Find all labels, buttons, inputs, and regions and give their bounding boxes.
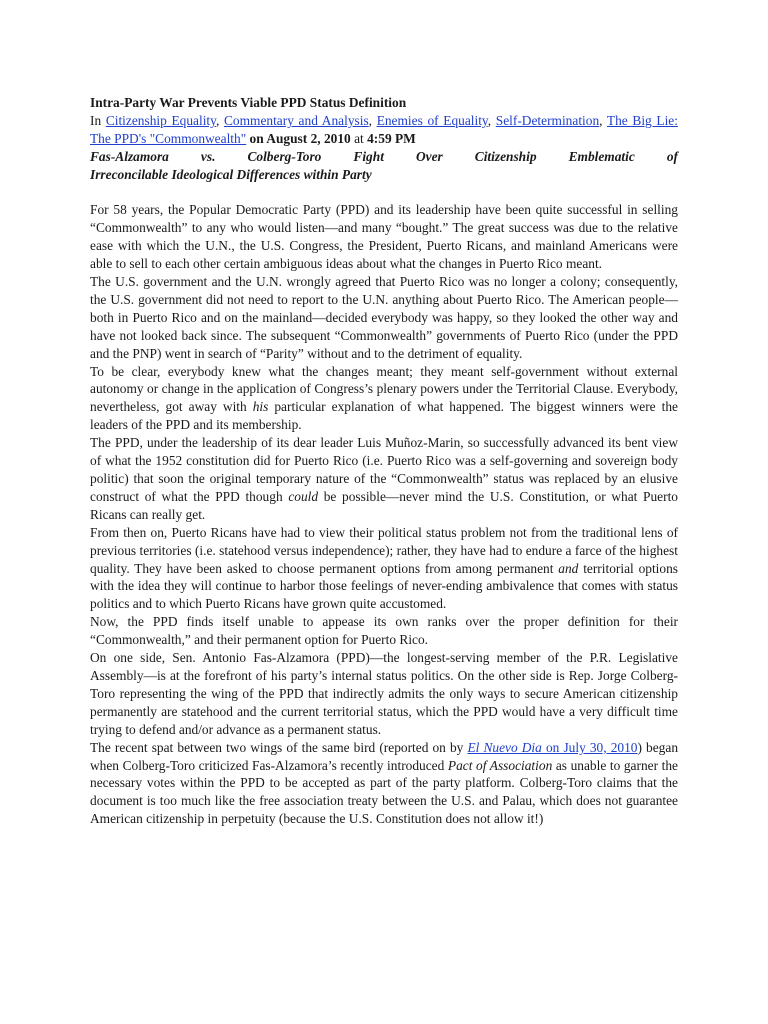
paragraph-4-emphasis: could: [288, 488, 319, 504]
paragraph-4-text-b: be possible—never mind the U.S. Constitution, or what Puerto Ricans can really get.: [90, 488, 678, 522]
paragraph-5-text-b: territorial options with the idea they will continue to harbor those feelings of never-ending ambivalence that comes with status politics and to which Puerto Ricans have grown quite accustomed.: [90, 560, 678, 612]
meta-separator: ,: [215, 112, 224, 128]
paragraph-6: Now, the PPD finds itself unable to appease its own ranks over the proper definition for their “Commonwealth,” and their permanent option for Puerto Rico.: [90, 614, 678, 648]
paragraph-1: For 58 years, the Popular Democratic Party (PPD) and its leadership have been quite successful in selling “Commonwealth” to any who would listen—and many “bought.” The great success was due to the relative ease with which the U.N., the U.S. Congress, the President, Puerto Ricans, and mainland Americans were able to sell to each other certain ambiguous ideas about what the changes in Puerto Rico meant.: [90, 202, 678, 272]
paragraph-3-text-b: particular explanation of what happened. The biggest winners were the leaders of the PPD and its membership.: [90, 399, 678, 433]
article: [90, 94, 678, 828]
post-time: 4:59 PM: [367, 130, 416, 146]
paragraph-5-text-a: From then on, Puerto Ricans have had to view their political status problem not from the traditional lens of previous territories (i.e. statehood versus independence); rather, they have had to endure a farce of the highest quality. They have been asked to choose permanent options from among permanent: [90, 524, 678, 576]
meta-at: at: [350, 130, 368, 146]
el-nuevo-dia-link-title[interactable]: El Nuevo Dia: [467, 739, 542, 755]
paragraph-8-text-c: as unable to garner the necessary votes within the PPD to be accepted as part of the party platform. Colberg-Toro claims that the document is too much like the free association treaty between the U.S. and Palau, which does not guarantee American citizenship in perpetuity (because the U.S. Constitution does not allow it!): [90, 757, 678, 827]
paragraph-4-text-a: The PPD, under the leadership of its dear leader Luis Muñoz-Marin, so successfully advanced its bent view of what the 1952 constitution did for Puerto Rico (i.e. Puerto Rico was a self-governing and sovereign body politic) that soon the original temporary nature of the “Commonwealth” status was replaced by an elusive construct of what the PPD though: [90, 435, 678, 504]
paragraph-4: [90, 434, 678, 524]
paragraph-8-text-b: ) began when Colberg-Toro criticized Fas-Alzamora’s recently introduced: [90, 739, 679, 773]
post-date: August 2, 2010: [266, 130, 351, 146]
category-link-the-big-lie[interactable]: The Big Lie: The PPD's "Commonwealth": [90, 112, 678, 146]
pact-of-association-emphasis: Pact of Association: [447, 757, 553, 773]
article-title: Intra-Party War Prevents Viable PPD Status Definition: [90, 95, 407, 110]
paragraph-2: The U.S. government and the U.N. wrongly agreed that Puerto Rico was no longer a colony; consequently, the U.S. government did not need to report to the U.N. anything about Puerto Rico. The American people—both in Puerto Rico and on the mainland—decided everybody was happy, so they looked the other way and have not looked back since. The subsequent “Commonwealth” governments of Puerto Rico (under the PPD and the PNP) went in search of “Parity” without and to the detriment of equality.: [90, 274, 678, 361]
article-meta: [90, 112, 678, 148]
paragraph-5: [90, 524, 678, 614]
paragraph-3-emphasis: his: [252, 399, 269, 415]
paragraph-8-text-a: The recent spat between two wings of the same bird (reported on by: [90, 739, 468, 755]
paragraph-3: [90, 363, 678, 435]
subtitle-line-1: Fas-Alzamora vs. Colberg-Toro Fight Over Citizenship Emblematic of: [90, 148, 678, 164]
article-subtitle: [90, 148, 678, 184]
paragraph-7: On one side, Sen. Antonio Fas-Alzamora (PPD)—the longest-serving member of the P.R. Legislative Assembly—is at the forefront of his party’s internal status politics. On the other side is Rep. Jorge Colberg-Toro representing the wing of the PPD that indirectly admits the only ways to secure American citizenship permanently are statehood and the current territorial status, which the PPD would have a very difficult time trying to defend and/or advance as a permanent status.: [90, 650, 678, 737]
category-link-enemies-of-equality[interactable]: Enemies of Equality: [376, 112, 488, 128]
meta-separator: ,: [599, 112, 607, 128]
category-link-self-determination[interactable]: Self-Determination: [495, 112, 600, 128]
meta-separator: ,: [487, 112, 496, 128]
paragraph-8: [90, 739, 678, 829]
paragraph-5-emphasis: and: [558, 560, 579, 576]
el-nuevo-dia-link-date[interactable]: on July 30, 2010: [541, 739, 638, 755]
category-link-commentary-and-analysis[interactable]: Commentary and Analysis: [223, 112, 369, 128]
spacer: [90, 184, 678, 202]
subtitle-line-2: Irreconcilable Ideological Differences within Party: [90, 166, 372, 182]
article-body: [90, 201, 678, 828]
meta-separator: ,: [368, 112, 377, 128]
paragraph-3-text-a: To be clear, everybody knew what the changes meant; they meant self-government without external autonomy or change in the application of Congress’s plenary powers under the Territorial Clause. Everybody, nevertheless, got away with: [90, 363, 678, 415]
meta-on: on: [246, 130, 267, 146]
el-nuevo-dia-link[interactable]: [467, 740, 637, 755]
meta-prefix: In: [90, 112, 106, 128]
category-link-citizenship-equality[interactable]: Citizenship Equality: [105, 112, 216, 128]
